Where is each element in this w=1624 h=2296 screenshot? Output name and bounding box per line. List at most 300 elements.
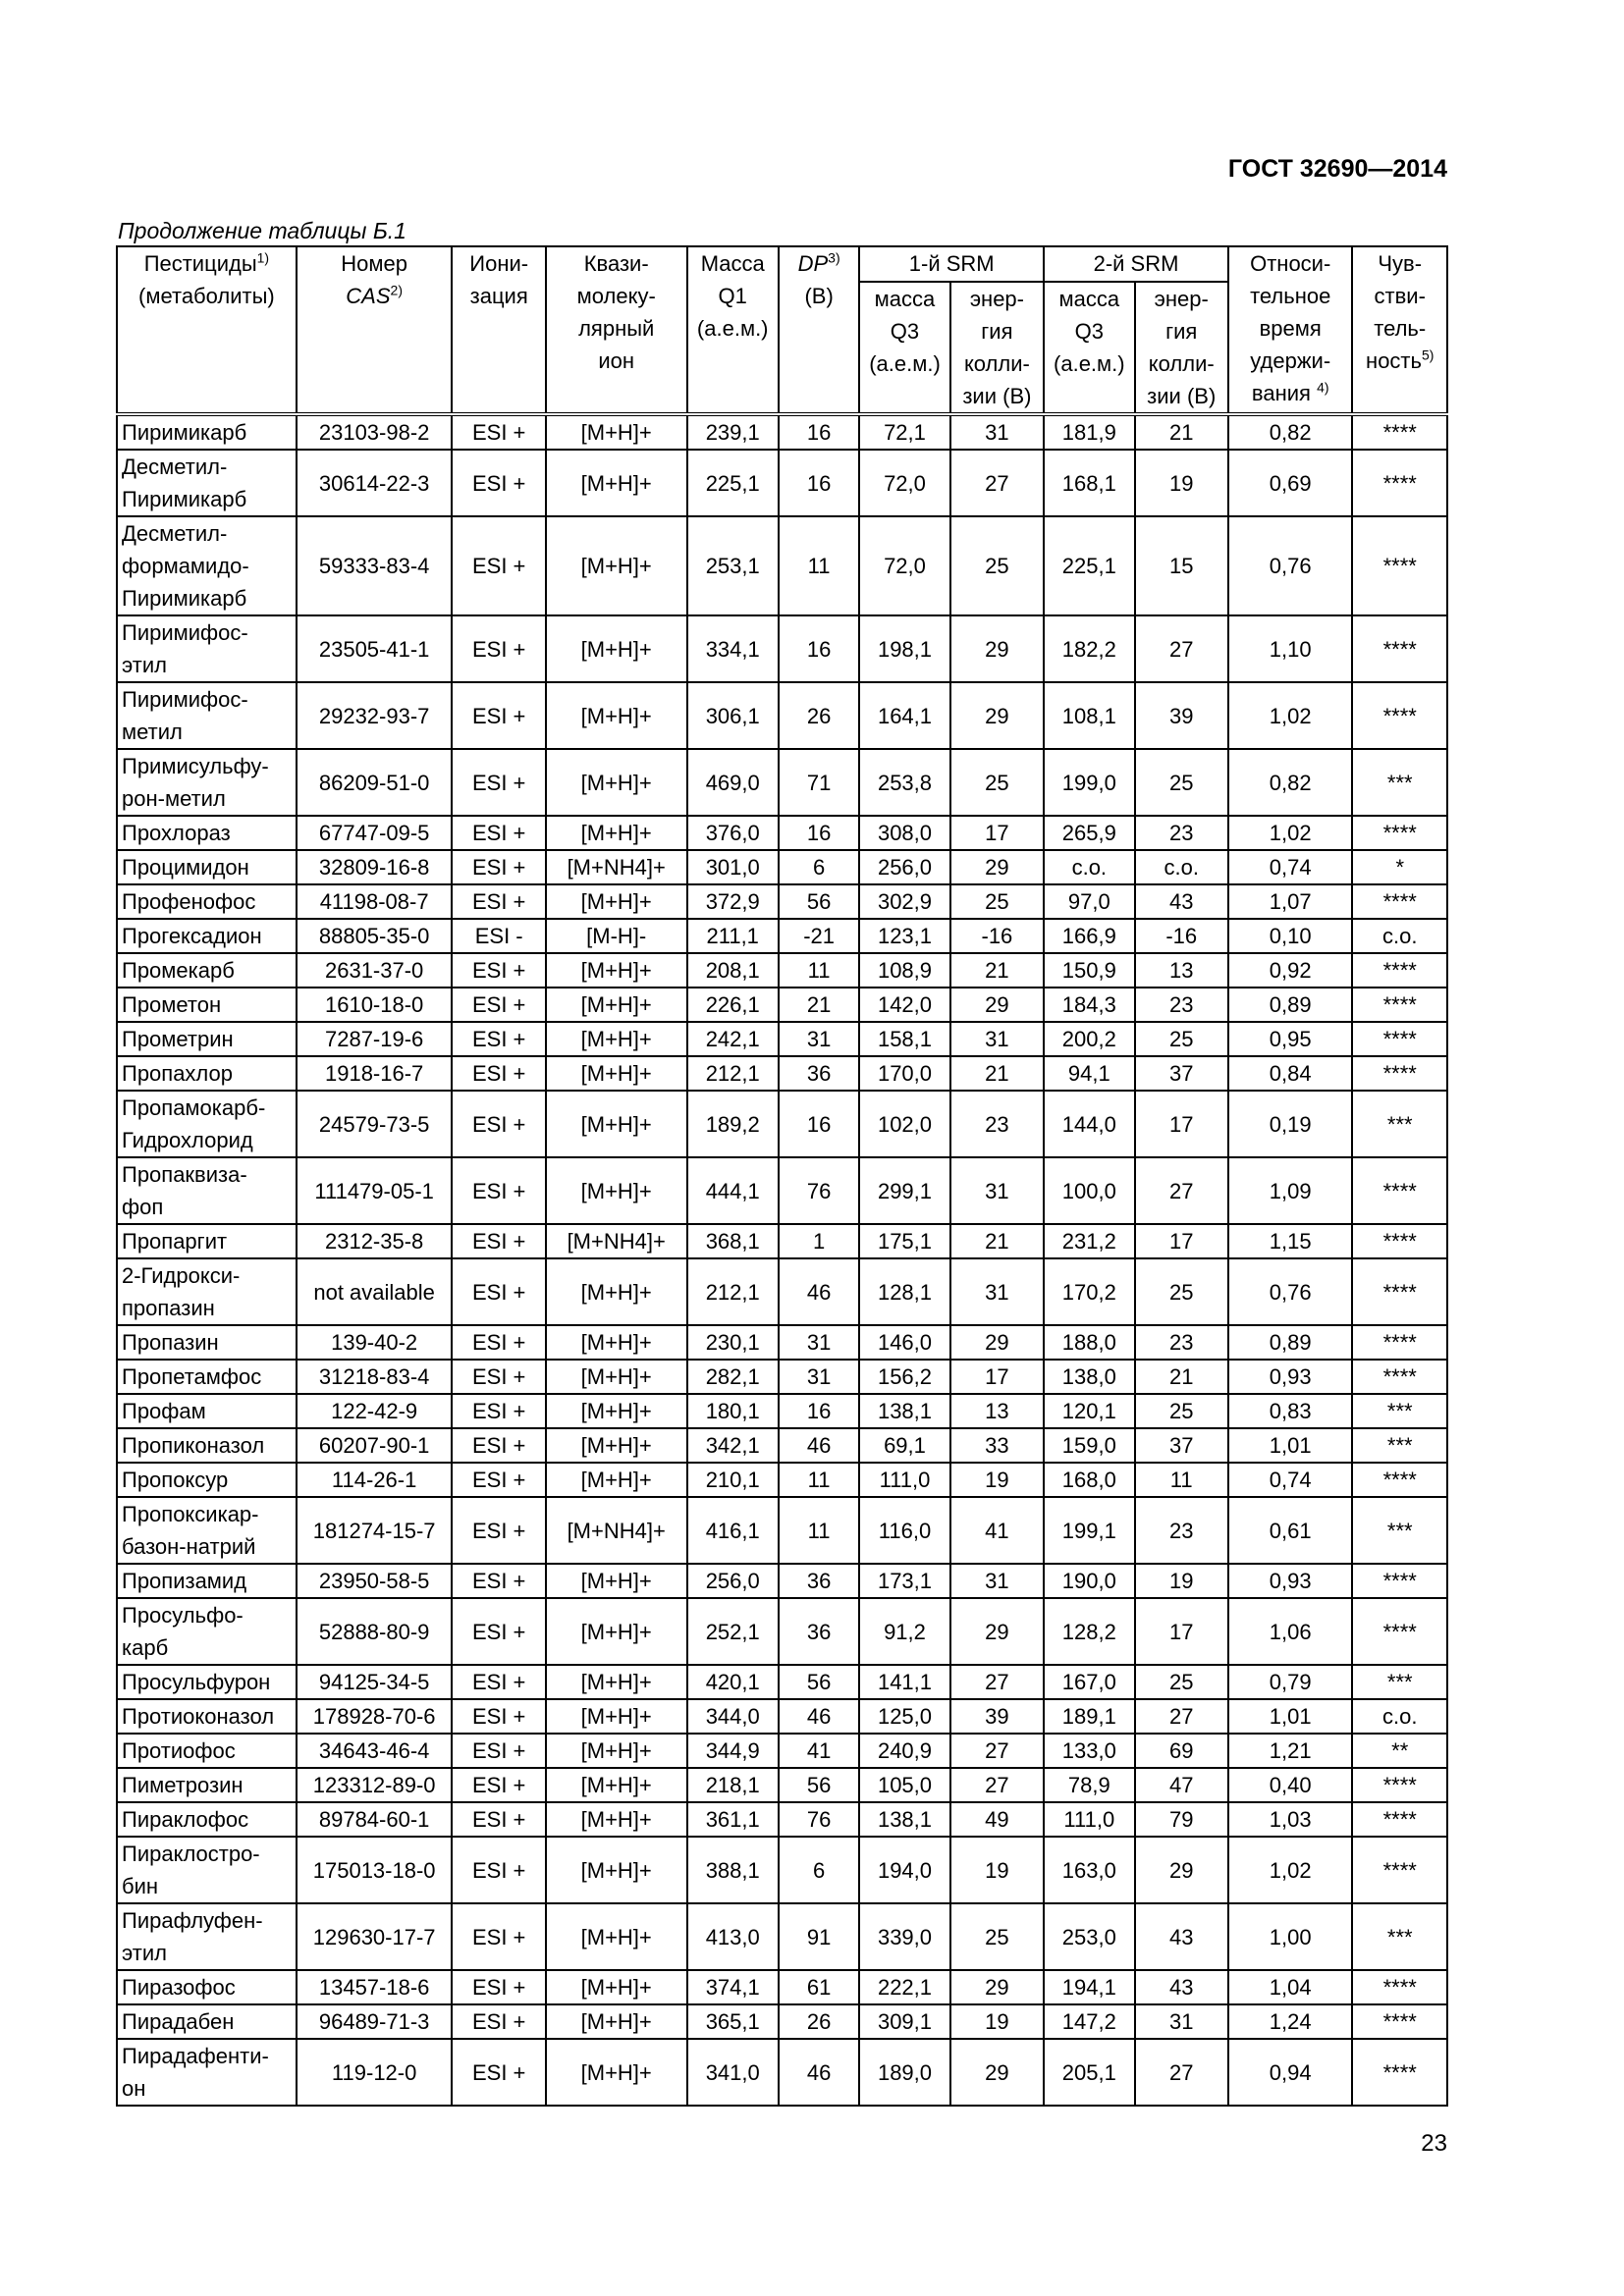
srm1-energy-cell: 17 (950, 816, 1044, 850)
quasi-ion-cell: [M+H]+ (546, 1598, 687, 1665)
ionization-cell: ESI + (452, 1564, 545, 1598)
srm2-mass-cell: 225,1 (1044, 516, 1134, 615)
page-number: 23 (1421, 2130, 1447, 2157)
quasi-ion-cell: [M+H]+ (546, 682, 687, 749)
srm2-energy-cell: 27 (1135, 2039, 1228, 2106)
ionization-cell: ESI + (452, 1665, 545, 1699)
table-row (117, 2039, 1447, 2106)
srm2-energy-cell: 37 (1135, 1428, 1228, 1463)
mass-q1-cell: 374,1 (687, 1970, 779, 2004)
quasi-ion-cell: [M+H]+ (546, 516, 687, 615)
mass-q1-cell: 230,1 (687, 1325, 779, 1360)
srm2-mass-cell: 189,1 (1044, 1699, 1134, 1734)
pesticide-name-cell: Пропаргит (117, 1224, 297, 1258)
col-rel-time: Относи- тельное время удержи- вания $^{4)}$ (1228, 246, 1353, 414)
srm2-energy-cell: 19 (1135, 450, 1228, 516)
srm2-mass-cell: 163,0 (1044, 1837, 1134, 1903)
table-row (117, 1224, 1447, 1258)
table-row (117, 1258, 1447, 1325)
table-row (117, 450, 1447, 516)
col-srm2-mass: масса Q3 (а.е.м.) (1044, 282, 1134, 414)
dp-value-cell: 76 (779, 1157, 859, 1224)
srm1-energy-cell: 27 (950, 1665, 1044, 1699)
quasi-ion-cell: [M+NH4]+ (546, 1224, 687, 1258)
dp-value-cell: 11 (779, 1497, 859, 1564)
quasi-ion-cell: [M+H]+ (546, 1564, 687, 1598)
relative-time-cell: 1,15 (1228, 1224, 1353, 1258)
cas-number-cell: 2631-37-0 (297, 953, 453, 988)
col-sensitivity: Чув- стви- тель- ность$^{5)}$ (1352, 246, 1447, 414)
srm2-energy-cell: 25 (1135, 1665, 1228, 1699)
sensitivity-cell: **** (1352, 450, 1447, 516)
ionization-cell: ESI + (452, 1497, 545, 1564)
mass-q1-cell: 372,9 (687, 884, 779, 919)
srm1-mass-cell: 175,1 (859, 1224, 949, 1258)
relative-time-cell: 0,19 (1228, 1091, 1353, 1157)
col-srm2-energy: энер- гия колли- зии (В) (1135, 282, 1228, 414)
srm2-mass-cell: 231,2 (1044, 1224, 1134, 1258)
table-row (117, 414, 1447, 450)
table-row (117, 816, 1447, 850)
srm2-mass-cell: 170,2 (1044, 1258, 1134, 1325)
table-row (117, 1903, 1447, 1970)
pesticide-name-cell: Просульфурон (117, 1665, 297, 1699)
dp-value-cell: 31 (779, 1022, 859, 1056)
dp-value-cell: 46 (779, 2039, 859, 2106)
quasi-ion-cell: [M-H]- (546, 919, 687, 953)
dp-value-cell: 71 (779, 749, 859, 816)
srm1-energy-cell: 49 (950, 1802, 1044, 1837)
srm2-mass-cell: с.о. (1044, 850, 1134, 884)
pesticide-name-cell: Десметил- формамидо- Пиримикарб (117, 516, 297, 615)
relative-time-cell: 1,01 (1228, 1699, 1353, 1734)
pesticide-name-cell: Прогексадион (117, 919, 297, 953)
cas-number-cell: 1918-16-7 (297, 1056, 453, 1091)
mass-q1-cell: 218,1 (687, 1768, 779, 1802)
sensitivity-cell: *** (1352, 1091, 1447, 1157)
srm2-energy-cell: 17 (1135, 1598, 1228, 1665)
table-row (117, 749, 1447, 816)
quasi-ion-cell: [M+H]+ (546, 816, 687, 850)
srm1-energy-cell: 25 (950, 749, 1044, 816)
table-row (117, 1734, 1447, 1768)
dp-value-cell: 31 (779, 1325, 859, 1360)
table-row (117, 1497, 1447, 1564)
table-body (117, 414, 1447, 2106)
ionization-cell: ESI + (452, 1258, 545, 1325)
srm2-energy-cell: 23 (1135, 988, 1228, 1022)
srm2-energy-cell: 25 (1135, 1022, 1228, 1056)
srm1-mass-cell: 253,8 (859, 749, 949, 816)
mass-q1-cell: 282,1 (687, 1360, 779, 1394)
dp-value-cell: 41 (779, 1734, 859, 1768)
dp-value-cell: 16 (779, 1394, 859, 1428)
pesticide-name-cell: Пропетамфос (117, 1360, 297, 1394)
relative-time-cell: 0,95 (1228, 1022, 1353, 1056)
srm1-energy-cell: 33 (950, 1428, 1044, 1463)
srm1-mass-cell: 164,1 (859, 682, 949, 749)
relative-time-cell: 1,00 (1228, 1903, 1353, 1970)
srm2-mass-cell: 108,1 (1044, 682, 1134, 749)
ionization-cell: ESI + (452, 1699, 545, 1734)
srm2-energy-cell: 15 (1135, 516, 1228, 615)
pesticide-name-cell: Пропизамид (117, 1564, 297, 1598)
dp-value-cell: 16 (779, 816, 859, 850)
srm2-mass-cell: 168,0 (1044, 1463, 1134, 1497)
ionization-cell: ESI + (452, 988, 545, 1022)
table-row (117, 1394, 1447, 1428)
srm1-mass-cell: 222,1 (859, 1970, 949, 2004)
pesticide-name-cell: Пропиконазол (117, 1428, 297, 1463)
relative-time-cell: 0,89 (1228, 1325, 1353, 1360)
dp-value-cell: 91 (779, 1903, 859, 1970)
sensitivity-cell: с.о. (1352, 1699, 1447, 1734)
quasi-ion-cell: [M+H]+ (546, 749, 687, 816)
srm2-mass-cell: 120,1 (1044, 1394, 1134, 1428)
srm1-energy-cell: 19 (950, 1837, 1044, 1903)
srm2-energy-cell: 11 (1135, 1463, 1228, 1497)
quasi-ion-cell: [M+H]+ (546, 1056, 687, 1091)
pesticide-name-cell: Протиофос (117, 1734, 297, 1768)
srm2-mass-cell: 159,0 (1044, 1428, 1134, 1463)
cas-number-cell: 13457-18-6 (297, 1970, 453, 2004)
quasi-ion-cell: [M+H]+ (546, 953, 687, 988)
mass-q1-cell: 252,1 (687, 1598, 779, 1665)
ionization-cell: ESI + (452, 2004, 545, 2039)
cas-number-cell: 122-42-9 (297, 1394, 453, 1428)
srm1-mass-cell: 173,1 (859, 1564, 949, 1598)
srm1-mass-cell: 198,1 (859, 615, 949, 682)
mass-q1-cell: 225,1 (687, 450, 779, 516)
cas-number-cell: 34643-46-4 (297, 1734, 453, 1768)
quasi-ion-cell: [M+H]+ (546, 2004, 687, 2039)
srm2-energy-cell: 17 (1135, 1224, 1228, 1258)
dp-value-cell: 36 (779, 1056, 859, 1091)
quasi-ion-cell: [M+H]+ (546, 1091, 687, 1157)
table-row (117, 682, 1447, 749)
quasi-ion-cell: [M+H]+ (546, 1970, 687, 2004)
srm1-energy-cell: 41 (950, 1497, 1044, 1564)
srm2-energy-cell: 29 (1135, 1837, 1228, 1903)
col-cas: Номер CAS$^{2)}$ (297, 246, 453, 414)
srm2-mass-cell: 133,0 (1044, 1734, 1134, 1768)
srm1-mass-cell: 156,2 (859, 1360, 949, 1394)
cas-number-cell: 24579-73-5 (297, 1091, 453, 1157)
pesticide-name-cell: Профенофос (117, 884, 297, 919)
cas-number-cell: 31218-83-4 (297, 1360, 453, 1394)
srm1-mass-cell: 194,0 (859, 1837, 949, 1903)
pesticide-table (116, 245, 1448, 2107)
srm2-mass-cell: 111,0 (1044, 1802, 1134, 1837)
cas-number-cell: 96489-71-3 (297, 2004, 453, 2039)
table-row (117, 1463, 1447, 1497)
quasi-ion-cell: [M+H]+ (546, 450, 687, 516)
table-row (117, 1022, 1447, 1056)
mass-q1-cell: 376,0 (687, 816, 779, 850)
srm2-mass-cell: 194,1 (1044, 1970, 1134, 2004)
table-row (117, 1665, 1447, 1699)
relative-time-cell: 0,89 (1228, 988, 1353, 1022)
srm1-energy-cell: 29 (950, 615, 1044, 682)
srm2-energy-cell: 47 (1135, 1768, 1228, 1802)
quasi-ion-cell: [M+H]+ (546, 1802, 687, 1837)
srm1-energy-cell: 21 (950, 1224, 1044, 1258)
srm1-energy-cell: 27 (950, 450, 1044, 516)
pesticide-name-cell: Прохлораз (117, 816, 297, 850)
relative-time-cell: 1,07 (1228, 884, 1353, 919)
table-header (117, 246, 1447, 414)
pesticide-name-cell: Пиримифос- этил (117, 615, 297, 682)
ionization-cell: ESI + (452, 450, 545, 516)
srm2-energy-cell: 13 (1135, 953, 1228, 988)
srm2-energy-cell: -16 (1135, 919, 1228, 953)
srm1-energy-cell: 27 (950, 1768, 1044, 1802)
mass-q1-cell: 253,1 (687, 516, 779, 615)
srm1-energy-cell: 21 (950, 953, 1044, 988)
srm2-energy-cell: 21 (1135, 414, 1228, 450)
ionization-cell: ESI + (452, 1325, 545, 1360)
table-row (117, 1360, 1447, 1394)
srm2-mass-cell: 190,0 (1044, 1564, 1134, 1598)
mass-q1-cell: 180,1 (687, 1394, 779, 1428)
ionization-cell: ESI + (452, 1768, 545, 1802)
srm1-energy-cell: 19 (950, 2004, 1044, 2039)
srm2-energy-cell: 25 (1135, 1258, 1228, 1325)
cas-number-cell: 2312-35-8 (297, 1224, 453, 1258)
table-row (117, 516, 1447, 615)
quasi-ion-cell: [M+H]+ (546, 1325, 687, 1360)
table-row (117, 1428, 1447, 1463)
srm1-mass-cell: 240,9 (859, 1734, 949, 1768)
quasi-ion-cell: [M+H]+ (546, 1768, 687, 1802)
pesticide-name-cell: Пиметрозин (117, 1768, 297, 1802)
sensitivity-cell: **** (1352, 884, 1447, 919)
ionization-cell: ESI + (452, 1224, 545, 1258)
relative-time-cell: 0,82 (1228, 749, 1353, 816)
ionization-cell: ESI + (452, 1056, 545, 1091)
relative-time-cell: 0,93 (1228, 1360, 1353, 1394)
srm2-energy-cell: 43 (1135, 1903, 1228, 1970)
srm1-mass-cell: 72,0 (859, 450, 949, 516)
sensitivity-cell: **** (1352, 615, 1447, 682)
dp-value-cell: 6 (779, 1837, 859, 1903)
mass-q1-cell: 341,0 (687, 2039, 779, 2106)
table-row (117, 615, 1447, 682)
table-row (117, 1802, 1447, 1837)
srm1-mass-cell: 308,0 (859, 816, 949, 850)
sensitivity-cell: **** (1352, 1157, 1447, 1224)
srm1-energy-cell: 21 (950, 1056, 1044, 1091)
srm1-energy-cell: 31 (950, 414, 1044, 450)
cas-number-cell: 29232-93-7 (297, 682, 453, 749)
sensitivity-cell: **** (1352, 682, 1447, 749)
sensitivity-cell: *** (1352, 1497, 1447, 1564)
pesticide-name-cell: Пропоксикар- базон-натрий (117, 1497, 297, 1564)
quasi-ion-cell: [M+H]+ (546, 615, 687, 682)
srm1-mass-cell: 72,1 (859, 414, 949, 450)
mass-q1-cell: 342,1 (687, 1428, 779, 1463)
table-row (117, 953, 1447, 988)
srm1-mass-cell: 105,0 (859, 1768, 949, 1802)
table-row (117, 988, 1447, 1022)
relative-time-cell: 1,03 (1228, 1802, 1353, 1837)
srm2-energy-cell: 25 (1135, 1394, 1228, 1428)
pesticide-name-cell: Пирафлуфен- этил (117, 1903, 297, 1970)
mass-q1-cell: 301,0 (687, 850, 779, 884)
pesticide-name-cell: Промекарб (117, 953, 297, 988)
srm1-mass-cell: 256,0 (859, 850, 949, 884)
srm1-mass-cell: 189,0 (859, 2039, 949, 2106)
table-row (117, 2004, 1447, 2039)
cas-number-cell: 89784-60-1 (297, 1802, 453, 1837)
sensitivity-cell: **** (1352, 1056, 1447, 1091)
relative-time-cell: 0,84 (1228, 1056, 1353, 1091)
col-dp: DP$^{3)}$ (В) (779, 246, 859, 414)
table-row (117, 1970, 1447, 2004)
col-srm1-mass: масса Q3 (а.е.м.) (859, 282, 949, 414)
srm2-energy-cell: с.о. (1135, 850, 1228, 884)
cas-number-cell: 129630-17-7 (297, 1903, 453, 1970)
ionization-cell: ESI + (452, 749, 545, 816)
relative-time-cell: 1,02 (1228, 816, 1353, 850)
srm2-mass-cell: 182,2 (1044, 615, 1134, 682)
pesticide-name-cell: Пираклостро- бин (117, 1837, 297, 1903)
ionization-cell: ESI + (452, 1463, 545, 1497)
pesticide-name-cell: Пирадафенти- он (117, 2039, 297, 2106)
table-row (117, 1768, 1447, 1802)
srm1-energy-cell: 25 (950, 1903, 1044, 1970)
srm1-energy-cell: 29 (950, 988, 1044, 1022)
pesticide-name-cell: Пиримифос- метил (117, 682, 297, 749)
quasi-ion-cell: [M+H]+ (546, 1157, 687, 1224)
srm1-energy-cell: 25 (950, 516, 1044, 615)
srm1-energy-cell: 29 (950, 2039, 1044, 2106)
sensitivity-cell: **** (1352, 516, 1447, 615)
dp-value-cell: 56 (779, 884, 859, 919)
sensitivity-cell: *** (1352, 1394, 1447, 1428)
srm2-mass-cell: 199,0 (1044, 749, 1134, 816)
ionization-cell: ESI + (452, 1022, 545, 1056)
srm1-mass-cell: 309,1 (859, 2004, 949, 2039)
col-quasi-ion: Квази- молеку- лярный ион (546, 246, 687, 414)
col-srm1: 1-й SRM (859, 246, 1044, 282)
cas-number-cell: 111479-05-1 (297, 1157, 453, 1224)
cas-number-cell: 178928-70-6 (297, 1699, 453, 1734)
dp-value-cell: -21 (779, 919, 859, 953)
dp-value-cell: 76 (779, 1802, 859, 1837)
pesticide-name-cell: Десметил- Пиримикарб (117, 450, 297, 516)
dp-value-cell: 36 (779, 1564, 859, 1598)
dp-value-cell: 16 (779, 450, 859, 516)
dp-value-cell: 11 (779, 1463, 859, 1497)
relative-time-cell: 1,24 (1228, 2004, 1353, 2039)
pesticide-name-cell: 2-Гидрокси- пропазин (117, 1258, 297, 1325)
relative-time-cell: 0,74 (1228, 850, 1353, 884)
srm1-mass-cell: 125,0 (859, 1699, 949, 1734)
srm2-mass-cell: 184,3 (1044, 988, 1134, 1022)
ionization-cell: ESI + (452, 1970, 545, 2004)
mass-q1-cell: 242,1 (687, 1022, 779, 1056)
relative-time-cell: 1,02 (1228, 1837, 1353, 1903)
table-row (117, 884, 1447, 919)
srm2-mass-cell: 144,0 (1044, 1091, 1134, 1157)
table-caption: Продолжение таблицы Б.1 (118, 218, 406, 243)
srm1-mass-cell: 91,2 (859, 1598, 949, 1665)
srm2-mass-cell: 128,2 (1044, 1598, 1134, 1665)
srm1-mass-cell: 138,1 (859, 1394, 949, 1428)
ionization-cell: ESI + (452, 1802, 545, 1837)
srm1-mass-cell: 72,0 (859, 516, 949, 615)
srm1-energy-cell: 25 (950, 884, 1044, 919)
table-row (117, 1157, 1447, 1224)
relative-time-cell: 0,10 (1228, 919, 1353, 953)
mass-q1-cell: 368,1 (687, 1224, 779, 1258)
sensitivity-cell: *** (1352, 1665, 1447, 1699)
table-row (117, 1837, 1447, 1903)
srm1-mass-cell: 116,0 (859, 1497, 949, 1564)
sensitivity-cell: *** (1352, 749, 1447, 816)
sensitivity-cell: **** (1352, 953, 1447, 988)
sensitivity-cell: **** (1352, 1564, 1447, 1598)
quasi-ion-cell: [M+H]+ (546, 1360, 687, 1394)
quasi-ion-cell: [M+H]+ (546, 884, 687, 919)
srm2-mass-cell: 166,9 (1044, 919, 1134, 953)
relative-time-cell: 0,40 (1228, 1768, 1353, 1802)
mass-q1-cell: 212,1 (687, 1056, 779, 1091)
pesticide-name-cell: Процимидон (117, 850, 297, 884)
cas-number-cell: 114-26-1 (297, 1463, 453, 1497)
srm1-energy-cell: 29 (950, 1325, 1044, 1360)
srm1-energy-cell: 31 (950, 1564, 1044, 1598)
srm1-energy-cell: 31 (950, 1022, 1044, 1056)
ionization-cell: ESI + (452, 1598, 545, 1665)
dp-value-cell: 46 (779, 1699, 859, 1734)
sensitivity-cell: **** (1352, 1802, 1447, 1837)
ionization-cell: ESI + (452, 1360, 545, 1394)
cas-number-cell: 23505-41-1 (297, 615, 453, 682)
srm1-mass-cell: 302,9 (859, 884, 949, 919)
quasi-ion-cell: [M+H]+ (546, 988, 687, 1022)
ionization-cell: ESI + (452, 953, 545, 988)
dp-value-cell: 11 (779, 953, 859, 988)
srm2-energy-cell: 25 (1135, 749, 1228, 816)
quasi-ion-cell: [M+H]+ (546, 1394, 687, 1428)
cas-number-cell: 1610-18-0 (297, 988, 453, 1022)
dp-value-cell: 56 (779, 1665, 859, 1699)
mass-q1-cell: 208,1 (687, 953, 779, 988)
mass-q1-cell: 420,1 (687, 1665, 779, 1699)
cas-number-cell: 30614-22-3 (297, 450, 453, 516)
dp-value-cell: 26 (779, 2004, 859, 2039)
ionization-cell: ESI + (452, 1091, 545, 1157)
srm1-energy-cell: 31 (950, 1258, 1044, 1325)
sensitivity-cell: *** (1352, 1903, 1447, 1970)
quasi-ion-cell: [M+H]+ (546, 1258, 687, 1325)
cas-number-cell: 86209-51-0 (297, 749, 453, 816)
mass-q1-cell: 239,1 (687, 414, 779, 450)
sensitivity-cell: **** (1352, 1258, 1447, 1325)
ionization-cell: ESI + (452, 816, 545, 850)
srm2-mass-cell: 168,1 (1044, 450, 1134, 516)
cas-number-cell: 59333-83-4 (297, 516, 453, 615)
mass-q1-cell: 256,0 (687, 1564, 779, 1598)
pesticide-name-cell: Пиримикарб (117, 414, 297, 450)
dp-value-cell: 1 (779, 1224, 859, 1258)
col-srm2: 2-й SRM (1044, 246, 1228, 282)
srm2-energy-cell: 27 (1135, 615, 1228, 682)
cas-number-cell: not available (297, 1258, 453, 1325)
srm2-mass-cell: 147,2 (1044, 2004, 1134, 2039)
